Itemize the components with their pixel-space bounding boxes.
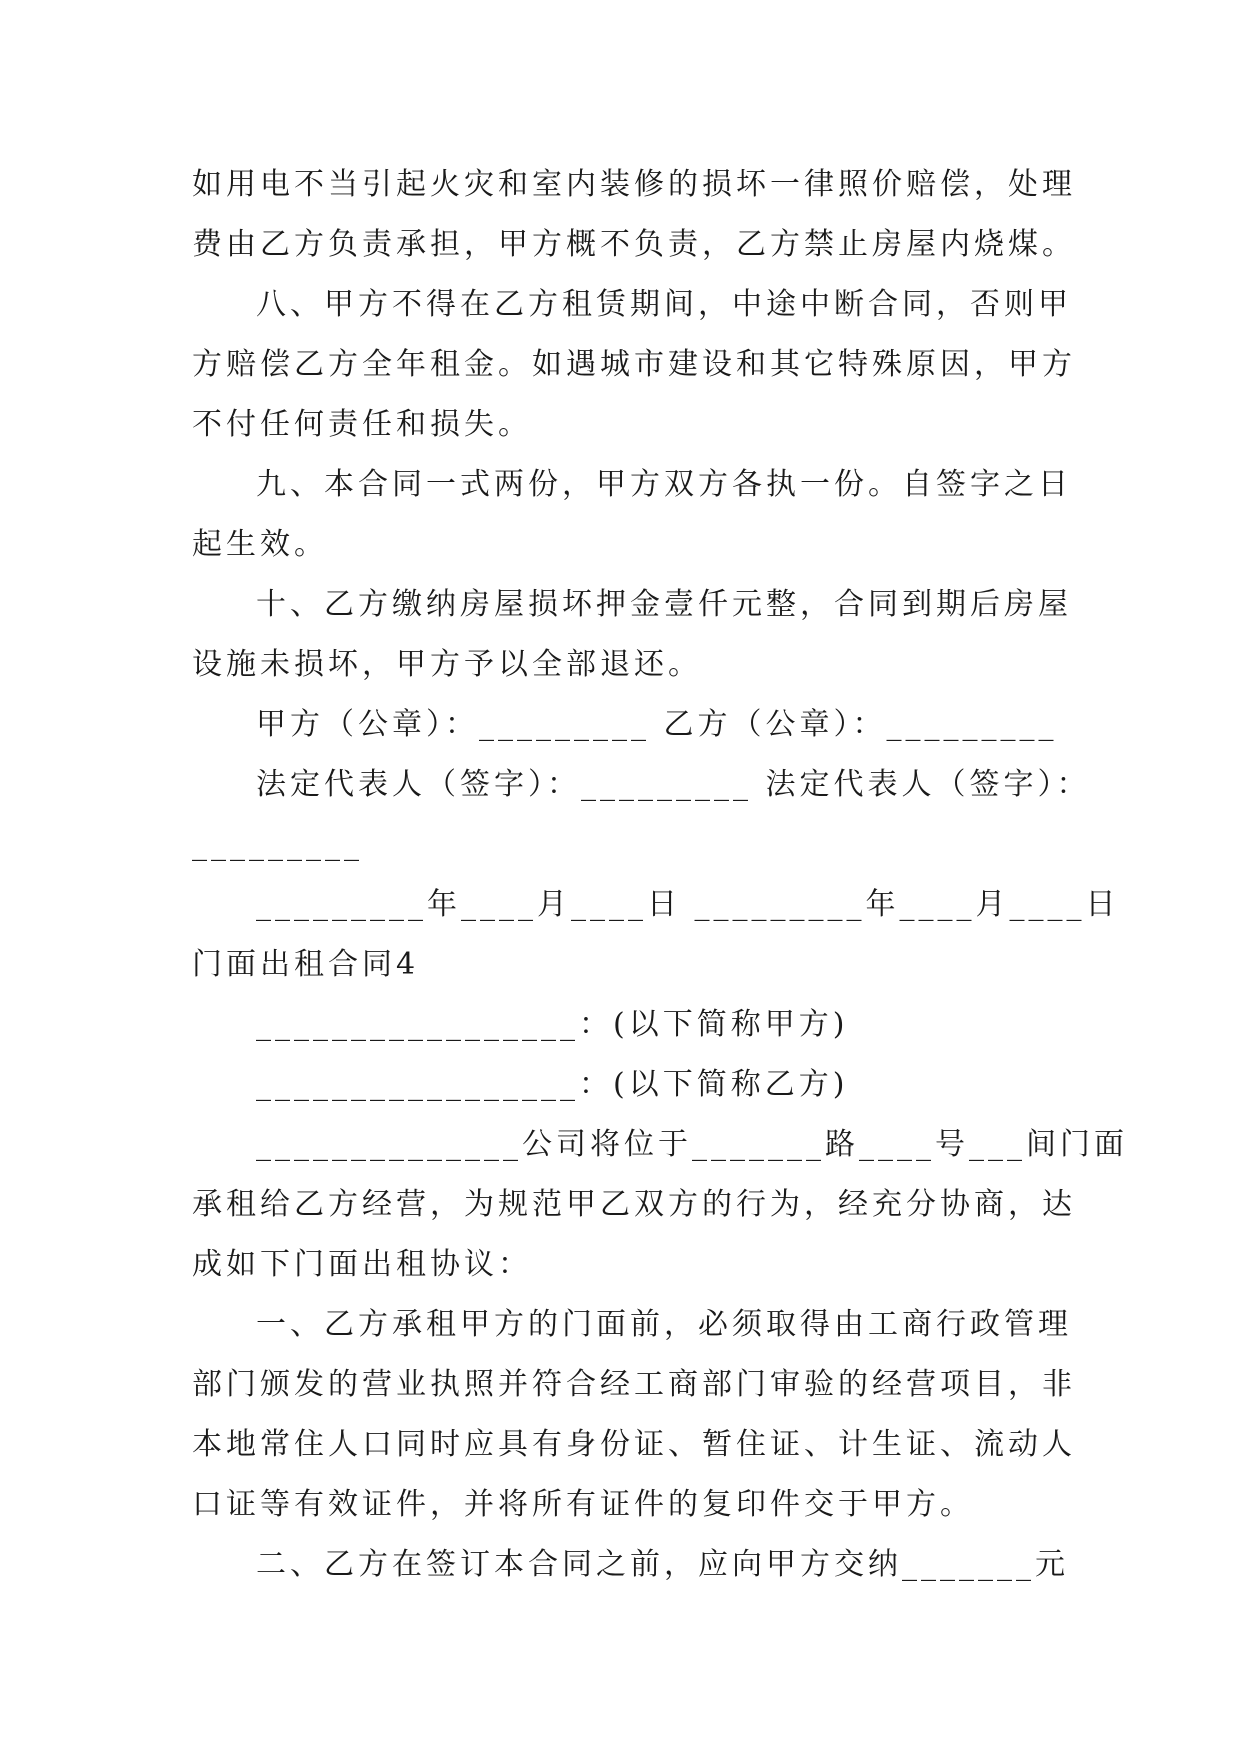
text-line: 承租给乙方经营，为规范甲乙双方的行为，经充分协商，达 — [192, 1187, 1076, 1222]
date-line: _________年____月____日 _________年____月____日 — [256, 887, 1120, 922]
clause-10-line: 十、乙方缴纳房屋损坏押金壹仟元整，合同到期后房屋 — [256, 587, 1072, 622]
text-line: 费由乙方负责承担，甲方概不负责，乙方禁止房屋内烧煤。 — [192, 227, 1076, 262]
signature-blank-line: _________ — [192, 827, 363, 862]
text-line: 设施未损坏，甲方予以全部退还。 — [192, 647, 702, 682]
text-line: 不付任何责任和损失。 — [192, 407, 532, 442]
text-line: 方赔偿乙方全年租金。如遇城市建设和其它特殊原因，甲方 — [192, 347, 1076, 382]
party-seal-line: 甲方（公章）：_________ 乙方（公章）：_________ — [256, 707, 1058, 742]
clause-9-line: 九、本合同一式两份，甲方双方各执一份。自签字之日 — [256, 467, 1072, 502]
text-line: 如用电不当引起火灾和室内装修的损坏一律照价赔偿，处理 — [192, 167, 1076, 202]
clause-1-line: 一、乙方承租甲方的门面前，必须取得由工商行政管理 — [256, 1307, 1072, 1342]
text-line: 部门颁发的营业执照并符合经工商部门审验的经营项目，非 — [192, 1367, 1076, 1402]
clause-2-line: 二、乙方在签订本合同之前，应向甲方交纳_______元 — [256, 1547, 1069, 1582]
party-b-line: _________________：(以下简称乙方) — [256, 1067, 849, 1102]
text-line: 口证等有效证件，并将所有证件的复印件交于甲方。 — [192, 1487, 974, 1522]
contract-text — [192, 155, 1128, 1595]
text-line: 起生效。 — [192, 527, 328, 562]
text-line: 本地常住人口同时应具有身份证、暂住证、计生证、流动人 — [192, 1427, 1076, 1462]
text-line: 成如下门面出租协议： — [192, 1247, 532, 1282]
clause-8-line: 八、甲方不得在乙方租赁期间，中途中断合同，否则甲 — [256, 287, 1072, 322]
party-a-line: _________________：(以下简称甲方) — [256, 1007, 849, 1042]
representative-signature-line: 法定代表人（签字）：_________ 法定代表人（签字）： — [256, 767, 1091, 802]
premises-line: ______________公司将位于_______路____号___间门面 — [256, 1127, 1128, 1162]
section-title: 门面出租合同4 — [192, 947, 420, 982]
